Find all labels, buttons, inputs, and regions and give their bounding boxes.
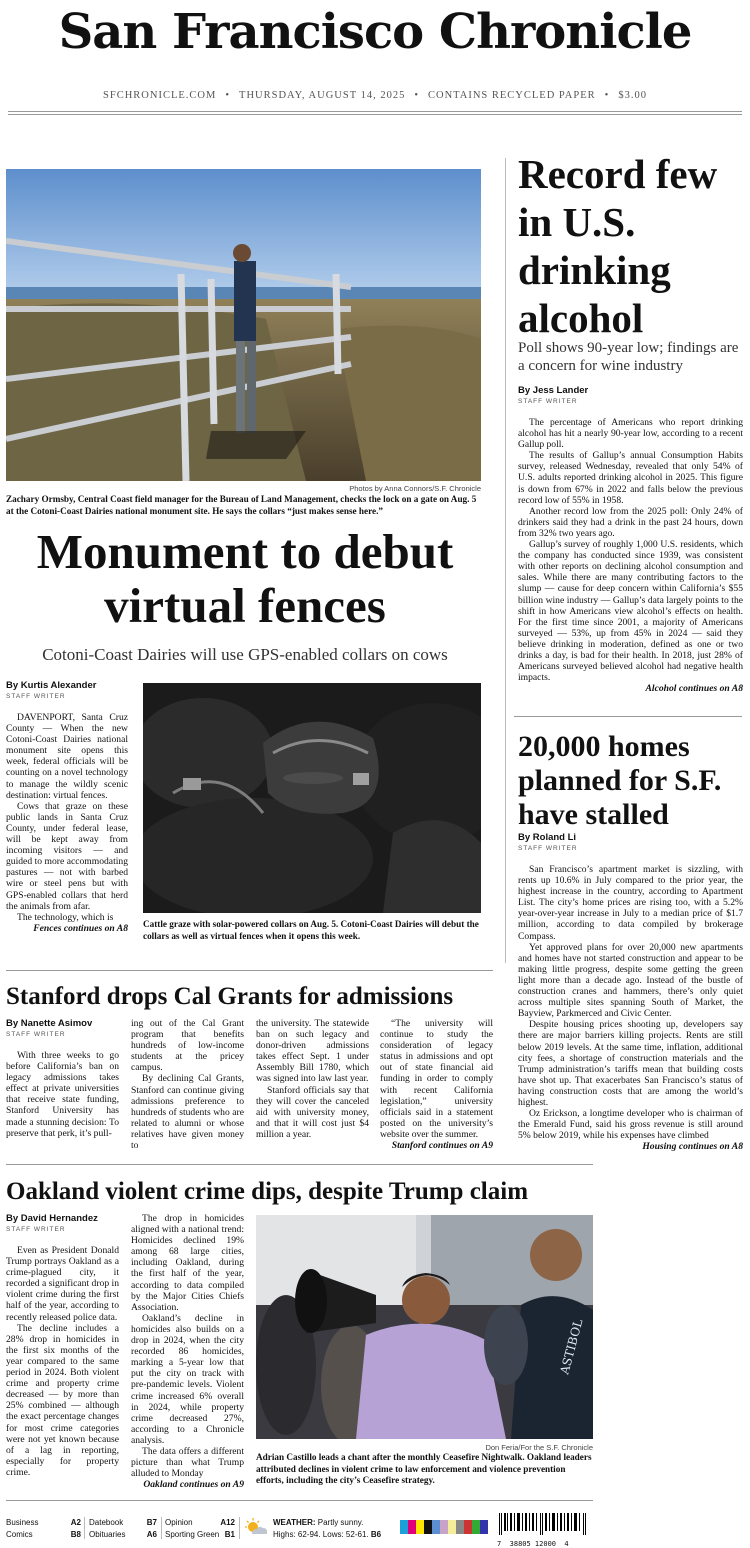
oakland-paragraph: The decline includes a 28% drop in homicides in the first six months of the year compared to the same period in 2024. Both violent crime and property crime decreased — by more than 25% combined — although the exact percentage changes for most crime categories were not yet known because of a lag in reporting, especially for property crime. bbox=[6, 1322, 119, 1478]
stanford-paragraph: With three weeks to go before California’s ban on legacy admissions takes effect at private universities that receive state funding, Stanford University has made a stunning decision: To preserve that perk, it’s pull- bbox=[6, 1050, 119, 1139]
index-page: A2 bbox=[70, 1518, 81, 1527]
weather-label: WEATHER: bbox=[273, 1518, 316, 1527]
alcohol-paragraph: Another record low from the 2025 poll: Only 24% of drinkers said they had a drink in the past 24 hours, down from 32% two years ago. bbox=[518, 505, 743, 539]
lead-deck: Cotoni-Coast Dairies will use GPS-enabled collars on cows bbox=[42, 645, 448, 664]
oakland-byline-block bbox=[6, 1213, 121, 1233]
index-item[interactable] bbox=[165, 1529, 235, 1541]
oakland-headline[interactable]: Oakland violent crime dips, despite Trump claim bbox=[6, 1178, 529, 1205]
stanford-col-2 bbox=[131, 1018, 244, 1151]
lead-byline-block bbox=[6, 680, 131, 700]
homes-byline-block bbox=[518, 832, 743, 852]
weather-page: B6 bbox=[370, 1530, 382, 1539]
lead-headline-line-1: Monument to debut bbox=[36, 524, 454, 579]
lead-jump[interactable]: Fences continues on A8 bbox=[33, 922, 128, 934]
cattle-photo-art bbox=[143, 683, 481, 913]
cattle-photo-caption: Cattle graze with solar-powered collars on Aug. 5. Cotoni-Coast Dairies will debut the collars as well as virtual fences when it opens this week. bbox=[143, 919, 479, 941]
weather-temps: Highs: 62-94. Lows: 52-61. bbox=[273, 1530, 369, 1539]
lead-photo-caption: Zachary Ormsby, Central Coast field manager for the Bureau of Land Management, checks the lock on a gate on Aug. 5 at the Cotoni-Coast Dairies national monument site. He says the collars “just makes sense here.” bbox=[6, 494, 477, 516]
oakland-photo-credit: Don Feria/For the S.F. Chronicle bbox=[485, 1443, 593, 1452]
lead-photo[interactable] bbox=[6, 169, 481, 481]
lead-paragraph: Cows that graze on these public lands in Santa Cruz County, under federal lease, will be kept away from incoming visitors — and guided to more accommodating pastures — not with barbed wire or steel pens but with GPS-enabled collars that herd the animals from afar. bbox=[6, 800, 128, 912]
lead-paragraph: DAVENPORT, Santa Cruz County — When the new Cotoni-Coast Dairies national monument site opens this week, federal officials will be counting on a novel technology to manage the wildly scenic destination: virtual fences. bbox=[6, 712, 128, 801]
lead-byline[interactable]: By Kurtis Alexander bbox=[6, 680, 97, 691]
folio-date: THURSDAY, AUGUST 14, 2025 bbox=[239, 90, 406, 101]
index-col-1 bbox=[6, 1517, 81, 1541]
homes-paragraph: Yet approved plans for over 20,000 new apartments and homes have not started construction and appear to be making little progress, despite some getting the green light more than a decade ago. Instead of the bustle of construction cranes and hammers, there’s only quiet across multiple sites spanning South of Market, the Bayview, Parkmerced and Civic Center. bbox=[518, 941, 743, 1020]
index-col-2 bbox=[89, 1517, 157, 1541]
weather-text: Partly sunny. bbox=[317, 1518, 364, 1527]
homes-byline[interactable]: By Roland Li bbox=[518, 832, 577, 843]
alcohol-jump[interactable]: Alcohol continues on A8 bbox=[645, 683, 743, 695]
homes-paragraph: San Francisco’s apartment market is sizzling, with rents up 10.6% in July compared to the prior year, the highest increase in the country, according to Apartment List. The city’s home prices are rising too, with a 5.2% year-over-year increase in July to a median price of $1.7 million, according to data compiled by brokerage Compass. bbox=[518, 864, 743, 942]
oakland-jump[interactable]: Oakland continues on A9 bbox=[143, 1479, 244, 1491]
oakland-paragraph: Even as President Donald Trump portrays Oakland as a crime-plagued city, it recorded a significant drop in violent crime during the first half of the year, according to recently released police data. bbox=[6, 1245, 119, 1323]
folio-note: CONTAINS RECYCLED PAPER bbox=[428, 90, 596, 101]
index-page: B1 bbox=[224, 1530, 235, 1539]
oakland-photo-art bbox=[256, 1215, 593, 1439]
stanford-rule bbox=[6, 970, 493, 971]
alcohol-deck: Poll shows 90-year low; findings are a concern for wine industry bbox=[518, 340, 739, 374]
color-registration-bar bbox=[400, 1520, 488, 1534]
homes-paragraph: Oz Erickson, a longtime developer who is chairman of the Emerald Fund, said his gross revenue is still around 5% below 2019, while his expenses have climbed bbox=[518, 1108, 743, 1142]
stanford-paragraph: the university. The statewide ban on such legacy and donor-driven admissions takes effect Sept. 1 under Assembly Bill 1780, which was signed into law last year. bbox=[256, 1018, 369, 1085]
folio-price: $3.00 bbox=[618, 90, 647, 101]
index-label: Sporting Green bbox=[165, 1530, 220, 1539]
index-label: Opinion bbox=[165, 1518, 193, 1527]
masthead-rule-2 bbox=[8, 114, 742, 115]
homes-jump[interactable]: Housing continues on A8 bbox=[642, 1141, 743, 1153]
stanford-paragraph: “The university will continue to study the consideration of legacy status in admissions and opt out of state financial aid funding in order to comply with recent California legislation,” university officials said in a statement posted on the university’s website over the summer. bbox=[380, 1018, 493, 1140]
index-label: Comics bbox=[6, 1530, 33, 1539]
stanford-col-4 bbox=[380, 1018, 493, 1151]
index-col-3 bbox=[165, 1517, 235, 1541]
masthead-rule bbox=[8, 111, 742, 112]
index-label: Business bbox=[6, 1518, 39, 1527]
index-item[interactable] bbox=[6, 1529, 81, 1541]
lead-body bbox=[6, 712, 128, 934]
stanford-col-3 bbox=[256, 1018, 369, 1140]
weather-block[interactable] bbox=[273, 1517, 398, 1541]
folio-site[interactable]: SFCHRONICLE.COM bbox=[103, 90, 217, 101]
homes-paragraph: Despite housing prices shooting up, developers say there are major barriers killing projects. Rents are still below 2019 levels. At the same time, inflation, additional city fees, a shortage of construction materials and the Trump administration’s tariffs mean that building costs have shot up. That exacerbates San Francisco’s status of having construction costs that are among the world’s highest. bbox=[518, 1019, 743, 1108]
oakland-paragraph: The drop in homicides aligned with a national trend: Homicides declined 19% among 68 large cities, including Oakland, during the first half of the year, according to data compiled by the Major Cities Chiefs Association. bbox=[131, 1213, 244, 1313]
alcohol-body bbox=[518, 417, 743, 694]
index-rule bbox=[6, 1500, 593, 1501]
lead-headline[interactable] bbox=[0, 525, 490, 633]
oakland-col-1 bbox=[6, 1245, 119, 1478]
oakland-paragraph: The data offers a different picture than what Trump alluded to Monday bbox=[131, 1445, 244, 1480]
index-item[interactable] bbox=[89, 1529, 157, 1541]
index-page: A6 bbox=[146, 1530, 157, 1539]
oakland-photo-caption: Adrian Castillo leads a chant after the monthly Ceasefire Nightwalk. Oakland leaders attributed declines in violent crime to law enforcement and violence prevention efforts, including the city’s Ceasefire strategy. bbox=[256, 1452, 592, 1485]
barcode-bars bbox=[497, 1513, 593, 1535]
column-rule bbox=[505, 158, 506, 963]
index-divider bbox=[239, 1517, 240, 1539]
alcohol-paragraph: The results of Gallup’s annual Consumption Habits survey, released Wednesday, revealed that only 54% of U.S. adults reported drinking alcohol in 2025. This figure is down from 67% in 2022 and falls below the previous record low of 55% in 1958. bbox=[518, 450, 743, 506]
oakland-photo[interactable] bbox=[256, 1215, 593, 1439]
folio-line: SFCHRONICLE.COM • THURSDAY, AUGUST 14, 2025 • CONTAINS RECYCLED PAPER • $3.00 bbox=[103, 90, 647, 101]
stanford-paragraph: By declining Cal Grants, Stanford can continue giving admissions preference to hundreds of students who are related to alumni or whose relatives have given money to bbox=[131, 1073, 244, 1152]
lead-photo-art bbox=[6, 169, 481, 481]
alcohol-paragraph: The percentage of Americans who report drinking alcohol has hit a nearly 90-year low, according to a recent Gallup poll. bbox=[518, 417, 743, 451]
lead-photo-credit: Photos by Anna Connors/S.F. Chronicle bbox=[349, 484, 481, 493]
alcohol-rule bbox=[514, 716, 742, 717]
homes-role: STAFF WRITER bbox=[518, 845, 578, 852]
lead-role: STAFF WRITER bbox=[6, 693, 66, 700]
stanford-byline[interactable]: By Nanette Asimov bbox=[6, 1018, 93, 1029]
alcohol-headline[interactable]: Record few in U.S. drinking alcohol bbox=[518, 151, 718, 341]
alcohol-role: STAFF WRITER bbox=[518, 398, 578, 405]
stanford-byline-block bbox=[6, 1018, 121, 1038]
masthead-title[interactable]: San Francisco Chronicle bbox=[58, 4, 692, 60]
barcode-number: 7 38805 12000 4 bbox=[497, 1540, 569, 1548]
index-page: B8 bbox=[70, 1530, 81, 1539]
cattle-photo[interactable] bbox=[143, 683, 481, 913]
sun-cloud-icon bbox=[243, 1518, 269, 1536]
oakland-photo-sign: ASTIBOL bbox=[557, 1317, 586, 1376]
alcohol-paragraph: Gallup’s survey of roughly 1,000 U.S. residents, which the company has conducted since 1939, was consistent with other reports on declining alcohol consumption and sales. While there are many contributing factors to the slump — cause for deep concern within California’s $55 billion wine industry — Gallup’s data largely points to the shift in how Americans view alcohol’s effects on health. For the first time since 2001, a majority of Americans surveyed — 53%, up from 45% in 2024 — said they believe drinking in moderation, defined as one or two drinks a day, is bad for their health. In 2018, just 28% of Americans surveyed believed alcohol had negative health impacts. bbox=[518, 539, 743, 684]
oakland-col-2 bbox=[131, 1213, 244, 1490]
index-item[interactable] bbox=[89, 1517, 157, 1529]
homes-body bbox=[518, 864, 743, 1152]
barcode bbox=[497, 1513, 593, 1548]
index-item[interactable] bbox=[165, 1517, 235, 1529]
oakland-paragraph: Oakland’s decline in homicides also builds on a drop in 2024, when the city recorded 86 homicides, marking a 5-year low that put the city on track with pre-pandemic levels. Violent crime increased 6% overall in 2024, while property crime decreased 27%, according to a Chronicle analysis. bbox=[131, 1312, 244, 1446]
stanford-headline[interactable]: Stanford drops Cal Grants for admissions bbox=[6, 983, 454, 1010]
oakland-byline[interactable]: By David Hernandez bbox=[6, 1213, 98, 1224]
index-divider bbox=[84, 1517, 85, 1539]
stanford-role: STAFF WRITER bbox=[6, 1031, 66, 1038]
index-page: B7 bbox=[146, 1518, 157, 1527]
index-page: A12 bbox=[220, 1518, 235, 1527]
alcohol-byline-block bbox=[518, 385, 743, 405]
index-divider bbox=[161, 1517, 162, 1539]
stanford-jump[interactable]: Stanford continues on A9 bbox=[391, 1140, 493, 1152]
index-item[interactable] bbox=[6, 1517, 81, 1529]
index-label: Datebook bbox=[89, 1518, 124, 1527]
homes-headline[interactable]: 20,000 homes planned for S.F. have stalled bbox=[518, 730, 722, 831]
index-label: Obituaries bbox=[89, 1530, 126, 1539]
stanford-paragraph: ing out of the Cal Grant program that benefits hundreds of low-income students at the pricey campus. bbox=[131, 1018, 244, 1074]
lead-headline-line-2: virtual fences bbox=[104, 578, 386, 633]
stanford-paragraph: Stanford officials say that they will cover the canceled aid with university money, and that it will cost just $4 million a year. bbox=[256, 1084, 369, 1140]
oakland-rule bbox=[6, 1164, 593, 1165]
alcohol-byline[interactable]: By Jess Lander bbox=[518, 385, 589, 396]
stanford-col-1 bbox=[6, 1050, 119, 1139]
lead-paragraph: The technology, which is bbox=[17, 911, 114, 923]
oakland-role: STAFF WRITER bbox=[6, 1226, 66, 1233]
